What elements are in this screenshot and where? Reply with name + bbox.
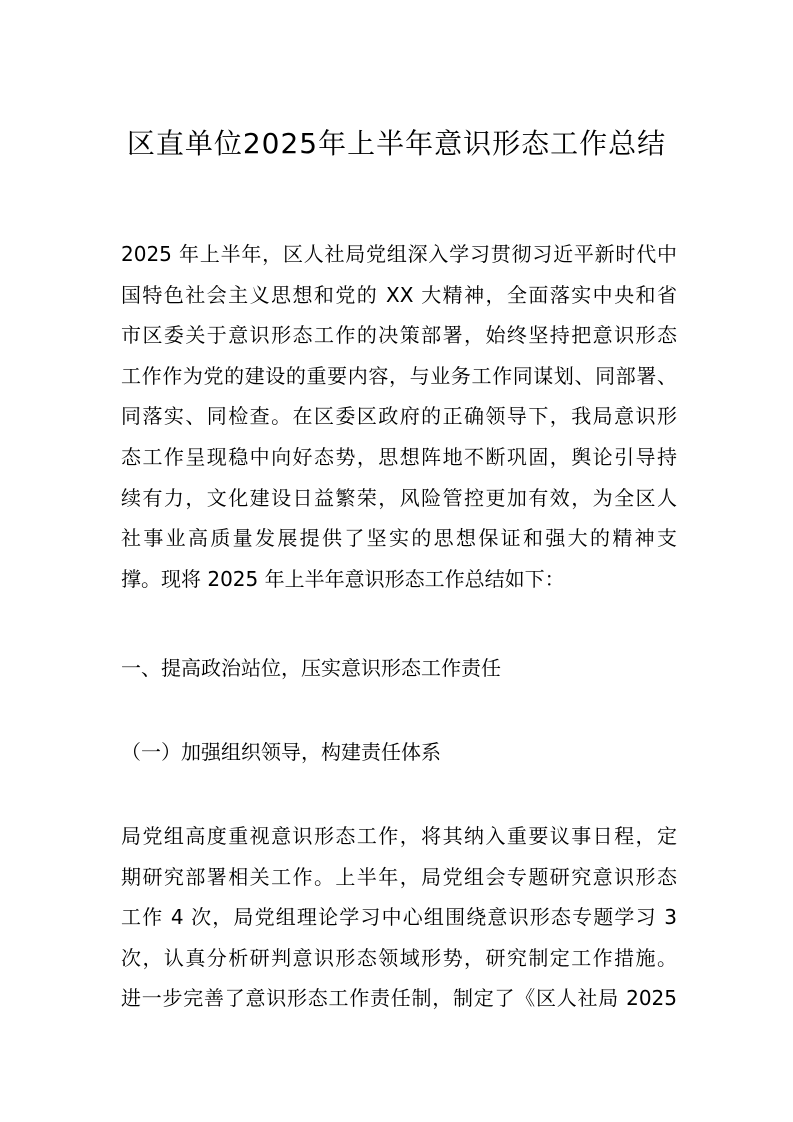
document-title: 区直单位2025年上半年意识形态工作总结 (126, 127, 667, 160)
intro-paragraph (121, 234, 677, 599)
paragraph-line: 次，认真分析研判意识形态领域形势，研究制定工作措施。 (121, 945, 677, 970)
paragraph-line: 国特色社会主义思想和党的 XX 大精神，全面落实中央和省 (121, 282, 677, 307)
paragraph-line: 工作 4 次，局党组理论学习中心组围绕意识形态专题学习 3 (121, 905, 677, 930)
paragraph-line: 市区委关于意识形态工作的决策部署，始终坚持把意识形态 (121, 323, 677, 348)
paragraph-line: 同落实、同检查。在区委区政府的正确领导下，我局意识形 (121, 404, 677, 429)
paragraph-line: 期研究部署相关工作。上半年，局党组会专题研究意识形态 (121, 864, 677, 889)
paragraph-line: 续有力，文化建设日益繁荣，风险管控更加有效，为全区人 (121, 485, 677, 510)
paragraph-line: 进一步完善了意识形态工作责任制，制定了《区人社局 2025 (121, 986, 677, 1011)
subsection-heading: （一）加强组织领导，构建责任体系 (121, 740, 441, 764)
body-paragraph (121, 816, 677, 1019)
paragraph-line: 工作作为党的建设的重要内容，与业务工作同谋划、同部署、 (121, 363, 677, 388)
paragraph-line: 局党组高度重视意识形态工作，将其纳入重要议事日程，定 (121, 824, 677, 848)
paragraph-line: 社事业高质量发展提供了坚实的思想保证和强大的精神支 (121, 526, 677, 551)
paragraph-line: 撑。现将 2025 年上半年意识形态工作总结如下： (121, 566, 565, 591)
paragraph-line: 态工作呈现稳中向好态势，思想阵地不断巩固，舆论引导持 (121, 444, 677, 469)
section-heading: 一、提高政治站位，压实意识形态工作责任 (121, 656, 501, 680)
paragraph-line: 2025 年上半年，区人社局党组深入学习贯彻习近平新时代中 (121, 242, 677, 266)
